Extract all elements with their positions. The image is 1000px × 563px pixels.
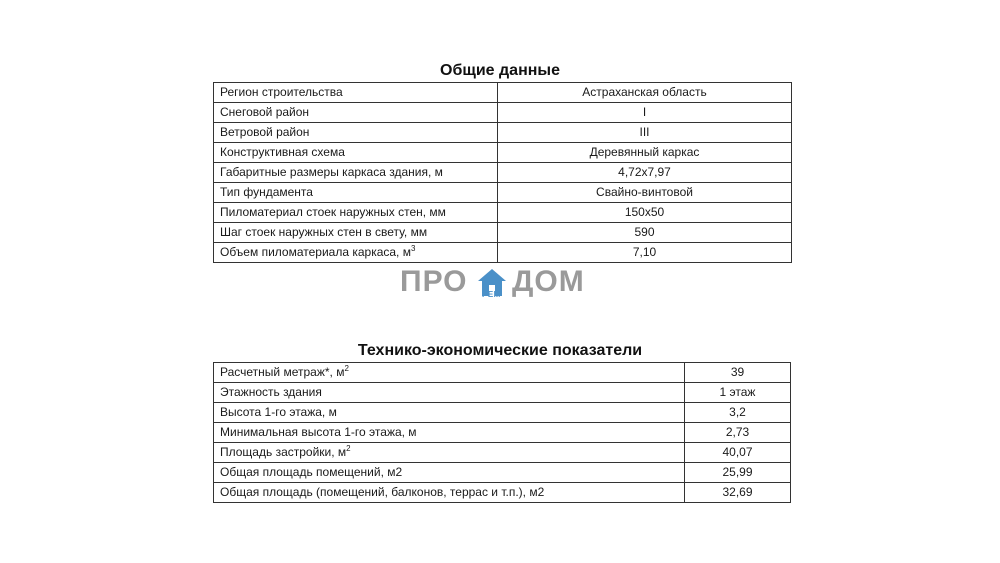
row-value: 32,69	[685, 483, 791, 503]
row-label: Объем пиломатериала каркаса, м	[220, 245, 411, 259]
row-label: Общая площадь (помещений, балконов, террас и т.п.), м2	[214, 483, 685, 503]
table-row	[214, 163, 792, 183]
table-row	[214, 443, 791, 463]
table-row	[214, 203, 792, 223]
unit-superscript: 2	[344, 364, 349, 373]
row-label: Этажность здания	[214, 383, 685, 403]
row-value: III	[498, 123, 792, 143]
watermark-logo	[400, 262, 600, 302]
row-label: Шаг стоек наружных стен в свету, мм	[214, 223, 498, 243]
row-label: Площадь застройки, м	[220, 445, 347, 459]
row-label: Регион строительства	[214, 83, 498, 103]
table-row	[214, 423, 791, 443]
row-label: Высота 1-го этажа, м	[214, 403, 685, 423]
row-value: 7,10	[498, 243, 792, 263]
row-label-with-unit	[214, 443, 685, 463]
tech-indicators-title: Технико-экономические показатели	[357, 342, 643, 359]
row-label: Габаритные размеры каркаса здания, м	[214, 163, 498, 183]
row-value: 25,99	[685, 463, 791, 483]
row-value: Свайно-винтовой	[498, 183, 792, 203]
tech-indicators-table	[213, 362, 791, 503]
unit-superscript: 3	[410, 244, 416, 253]
general-data-title: Общие данные	[440, 62, 560, 79]
row-label: Пиломатериал стоек наружных стен, мм	[214, 203, 498, 223]
table-row	[214, 363, 791, 383]
row-value: 4,72х7,97	[498, 163, 792, 183]
unit-superscript: 2	[346, 444, 351, 453]
row-value: 1 этаж	[685, 383, 791, 403]
table-row	[214, 143, 792, 163]
row-label: Расчетный метраж*, м	[220, 365, 345, 379]
table-row	[214, 243, 792, 263]
row-value: I	[498, 103, 792, 123]
general-data-table	[213, 82, 792, 263]
row-value: Астраханская область	[498, 83, 792, 103]
row-value: 39	[685, 363, 791, 383]
table-row	[214, 183, 792, 203]
table-row	[214, 483, 791, 503]
row-label-with-unit	[214, 243, 498, 263]
row-value: 40,07	[685, 443, 791, 463]
row-label: Снеговой район	[214, 103, 498, 123]
row-label: Минимальная высота 1-го этажа, м	[214, 423, 685, 443]
table-row	[214, 223, 792, 243]
row-value: 150х50	[498, 203, 792, 223]
row-value: 2,73	[685, 423, 791, 443]
table-row	[214, 383, 791, 403]
row-label: Тип фундамента	[214, 183, 498, 203]
row-value: Деревянный каркас	[498, 143, 792, 163]
table-row	[214, 403, 791, 423]
row-value: 3,2	[685, 403, 791, 423]
row-value: 590	[498, 223, 792, 243]
table-row	[214, 83, 792, 103]
table-row	[214, 463, 791, 483]
table-row	[214, 123, 792, 143]
logo-text-small: РЕМ	[482, 290, 501, 299]
logo-text-left: ПРО	[400, 265, 468, 298]
logo-text-right: ДОМ	[512, 265, 585, 298]
row-label: Общая площадь помещений, м2	[214, 463, 685, 483]
table-row	[214, 103, 792, 123]
row-label-with-unit	[214, 363, 685, 383]
row-label: Ветровой район	[214, 123, 498, 143]
row-label: Конструктивная схема	[214, 143, 498, 163]
